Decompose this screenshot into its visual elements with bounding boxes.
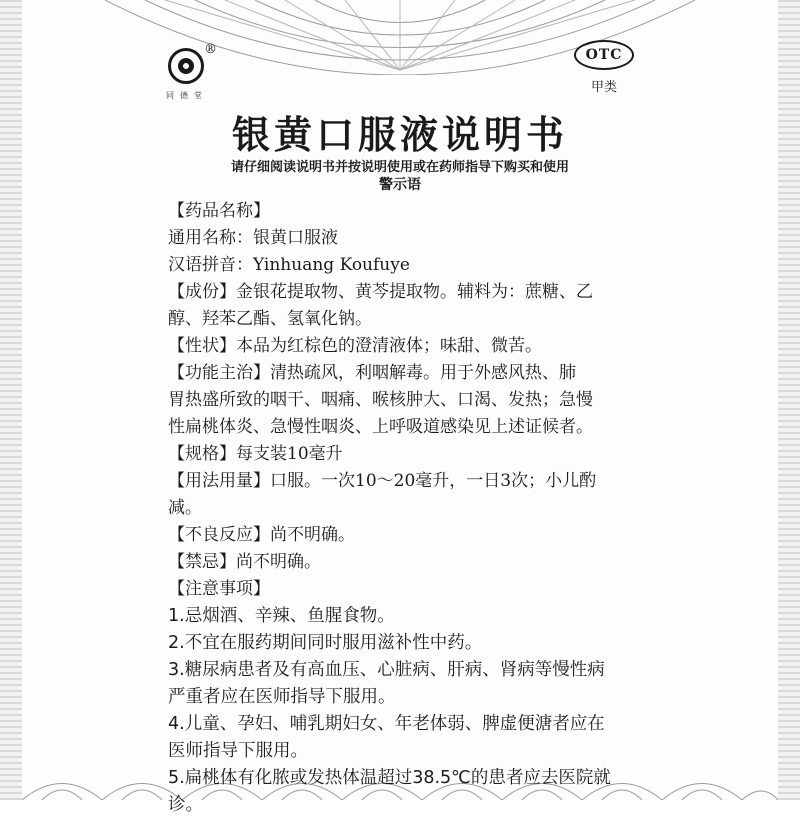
text-line: 减。 [168,498,202,518]
text-line: 醇、羟苯乙酯、氢氧化钠。 [168,309,372,329]
registered-mark: ® [204,42,217,57]
text-line: 胃热盛所致的咽干、咽痛、喉核肿大、口渴、发热；急慢 [168,390,593,410]
document-title: 银黄口服液说明书 [231,113,568,157]
text-line: 1.忌烟酒、辛辣、鱼腥食物。 [168,606,395,626]
text-line: 【规格】每支装10毫升 [168,444,343,464]
text-line: 医师指导下服用。 [168,741,308,761]
warning-heading: 警示语 [379,177,421,193]
text-line: 【成份】金银花提取物、黄芩提取物。辅料为：蔗糖、乙 [168,282,593,302]
text-line: 【性状】本品为红棕色的澄清液体；味甜、微苦。 [168,336,542,356]
text-line: 性扁桃体炎、急慢性咽炎、上呼吸道感染见上述证候者。 [168,417,593,437]
text-line: 诊。 [168,795,203,815]
text-line: 4.儿童、孕妇、哺乳期妇女、年老体弱、脾虚便溏者应在 [168,714,605,734]
logo-brand-text: 同德堂 [166,91,208,100]
instruction-subtitle: 请仔细阅读说明书并按说明使用或在药师指导下购买和使用 [230,160,569,175]
otc-badge: OTC [574,40,634,70]
text-line: 5.扁桃体有化脓或发热体温超过38.5℃的患者应去医院就 [168,768,611,788]
text-line: 严重者应在医师指导下服用。 [168,687,396,707]
text-line: 3.糖尿病患者及有高血压、心脏病、肝病、肾病等慢性病 [168,660,605,680]
text-line: 【功能主治】清热疏风，利咽解毒。用于外感风热、肺 [168,363,576,383]
text-line: 【注意事项】 [168,579,270,599]
flower-logo-icon [168,48,204,84]
brand-logo [160,42,220,104]
text-line: 通用名称：银黄口服液 [168,228,338,248]
otc-class-label: 甲类 [590,80,617,95]
text-line: 【药品名称】 [168,201,270,221]
text-line: 2.不宜在服药期间同时服用滋补性中药。 [168,633,483,653]
leaflet-body [168,198,638,819]
text-line: 汉语拼音：Yinhuang Koufuye [168,255,410,275]
text-line: 【用法用量】口服。一次10～20毫升，一日3次；小儿酌 [168,471,597,491]
text-line: 【禁忌】尚不明确。 [168,552,321,572]
text-line: 【不良反应】尚不明确。 [168,525,355,545]
